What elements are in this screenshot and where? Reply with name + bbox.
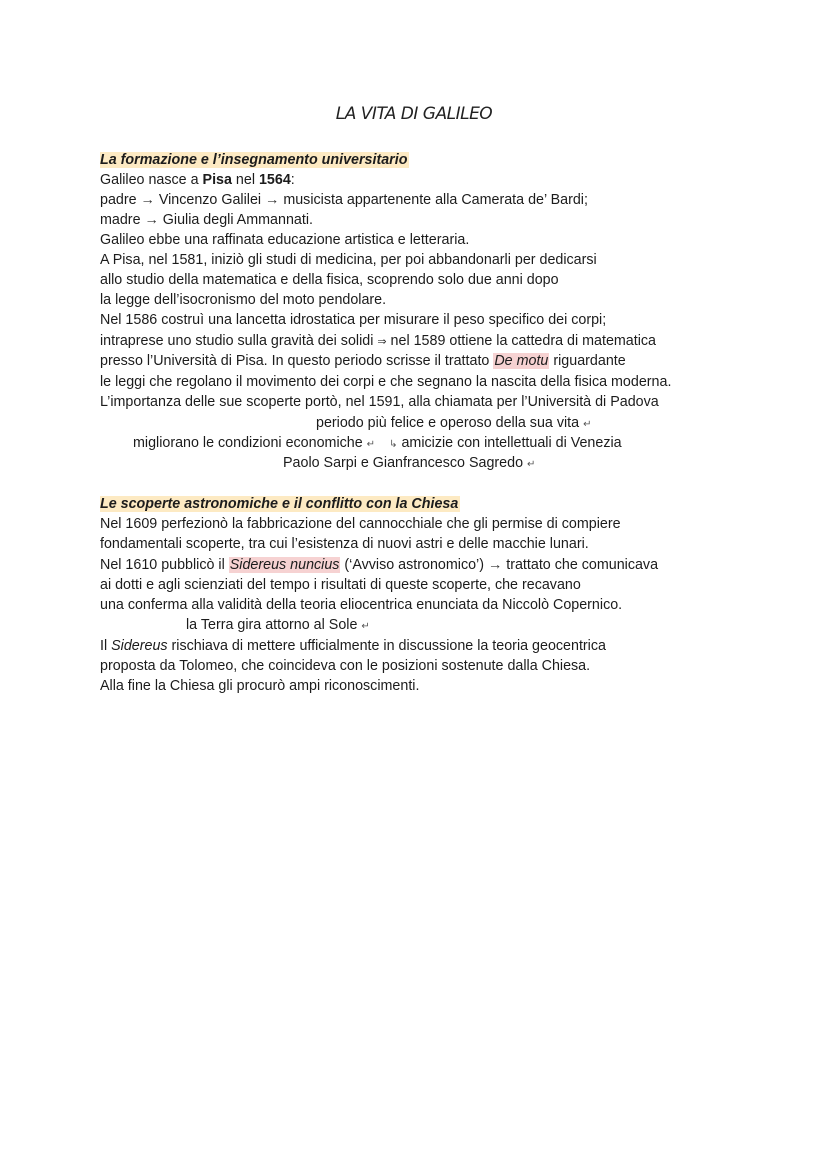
section-heading-scoperte xyxy=(100,494,460,514)
line-birth: Galileo nasce a Pisa nel 1564: xyxy=(100,172,295,188)
return-icon: ↵ xyxy=(583,419,592,430)
text-line: L’importanza delle sue scoperte portò, nel 1591, alla chiamata per l’Università di Padova xyxy=(100,394,659,410)
highlighted-term-sidereus-nuncius: Sidereus nuncius xyxy=(229,557,340,573)
return-icon: ↵ xyxy=(527,459,536,470)
return-icon: ↵ xyxy=(366,439,376,450)
text-line: Alla fine la Chiesa gli procurò ampi riconoscimenti. xyxy=(100,678,420,694)
highlighted-heading: La formazione e l’insegnamento universitario xyxy=(100,152,408,168)
line-sidereus-risk: Il Sidereus rischiava di mettere ufficialmente in discussione la teoria geocentrica xyxy=(100,638,606,654)
text-line: la legge dell’isocronismo del moto pendolare. xyxy=(100,292,387,308)
line-sidereus: Nel 1610 pubblicò il Sidereus nuncius (‘Avviso astronomico’) → trattato che comunicava xyxy=(100,557,659,573)
text-line: Nel 1586 costruì una lancetta idrostatica per misurare il peso specifico dei corpi; xyxy=(100,312,607,328)
implies-icon: ⇒ xyxy=(377,336,387,348)
highlighted-term-de-motu: De motu xyxy=(494,353,549,369)
text-line: una conferma alla validità della teoria eliocentrica enunciata da Niccolò Copernico. xyxy=(100,597,623,613)
text-line: ai dotti e agli scienziati del tempo i risultati di queste scoperte, che recavano xyxy=(100,577,581,593)
line-mother: madre → Giulia degli Ammannati. xyxy=(100,212,313,228)
bold-pisa: Pisa xyxy=(202,172,232,188)
text-line: A Pisa, nel 1581, iniziò gli studi di medicina, per poi abbandonarli per dedicarsi xyxy=(100,252,597,268)
text-line: fondamentali scoperte, tra cui l’esistenza di nuovi astri e delle macchie lunari. xyxy=(100,536,589,552)
line-de-motu: presso l’Università di Pisa. In questo periodo scrisse il trattato De motu riguardante xyxy=(100,353,626,369)
arrow-icon: → xyxy=(140,192,155,208)
line-father: padre → Vincenzo Galilei → musicista appartenente alla Camerata de’ Bardi; xyxy=(100,192,588,208)
arrow-icon: → xyxy=(144,212,159,228)
line-padova-period: periodo più felice e operoso della sua vita ↵ xyxy=(316,415,592,431)
arrow-icon: → xyxy=(487,557,503,573)
text-line: Nel 1609 perfezionò la fabbricazione del cannocchiale che gli permise di compiere xyxy=(100,516,621,532)
line-friends: Paolo Sarpi e Gianfrancesco Sagredo ↵ xyxy=(283,455,536,471)
line-gravity: intraprese uno studio sulla gravità dei solidi ⇒ nel 1589 ottiene la cattedra di matematica xyxy=(100,333,656,349)
bold-year: 1564 xyxy=(258,172,291,188)
branch-icon: ↳ xyxy=(389,439,398,450)
text-line: Galileo ebbe una raffinata educazione artistica e letteraria. xyxy=(100,232,470,248)
arrow-icon: → xyxy=(265,192,280,208)
return-icon: ↵ xyxy=(361,621,370,632)
highlighted-heading: Le scoperte astronomiche e il conflitto con la Chiesa xyxy=(100,496,459,512)
text-line: proposta da Tolomeo, che coincideva con le posizioni sostenute dalla Chiesa. xyxy=(100,658,591,674)
line-earth-sun: la Terra gira attorno al Sole ↵ xyxy=(186,617,370,633)
italic-term-sidereus: Sidereus xyxy=(111,638,168,654)
section-heading-formazione xyxy=(100,150,409,170)
text-line: allo studio della matematica e della fisica, scoprendo solo due anni dopo xyxy=(100,272,559,288)
page-title: LA VITA DI GALILEO xyxy=(335,104,493,124)
line-economics: migliorano le condizioni economiche ↵ ↳ amicizie con intellettuali di Venezia xyxy=(133,435,622,451)
text-line: le leggi che regolano il movimento dei corpi e che segnano la nascita della fisica moderna. xyxy=(100,374,672,390)
